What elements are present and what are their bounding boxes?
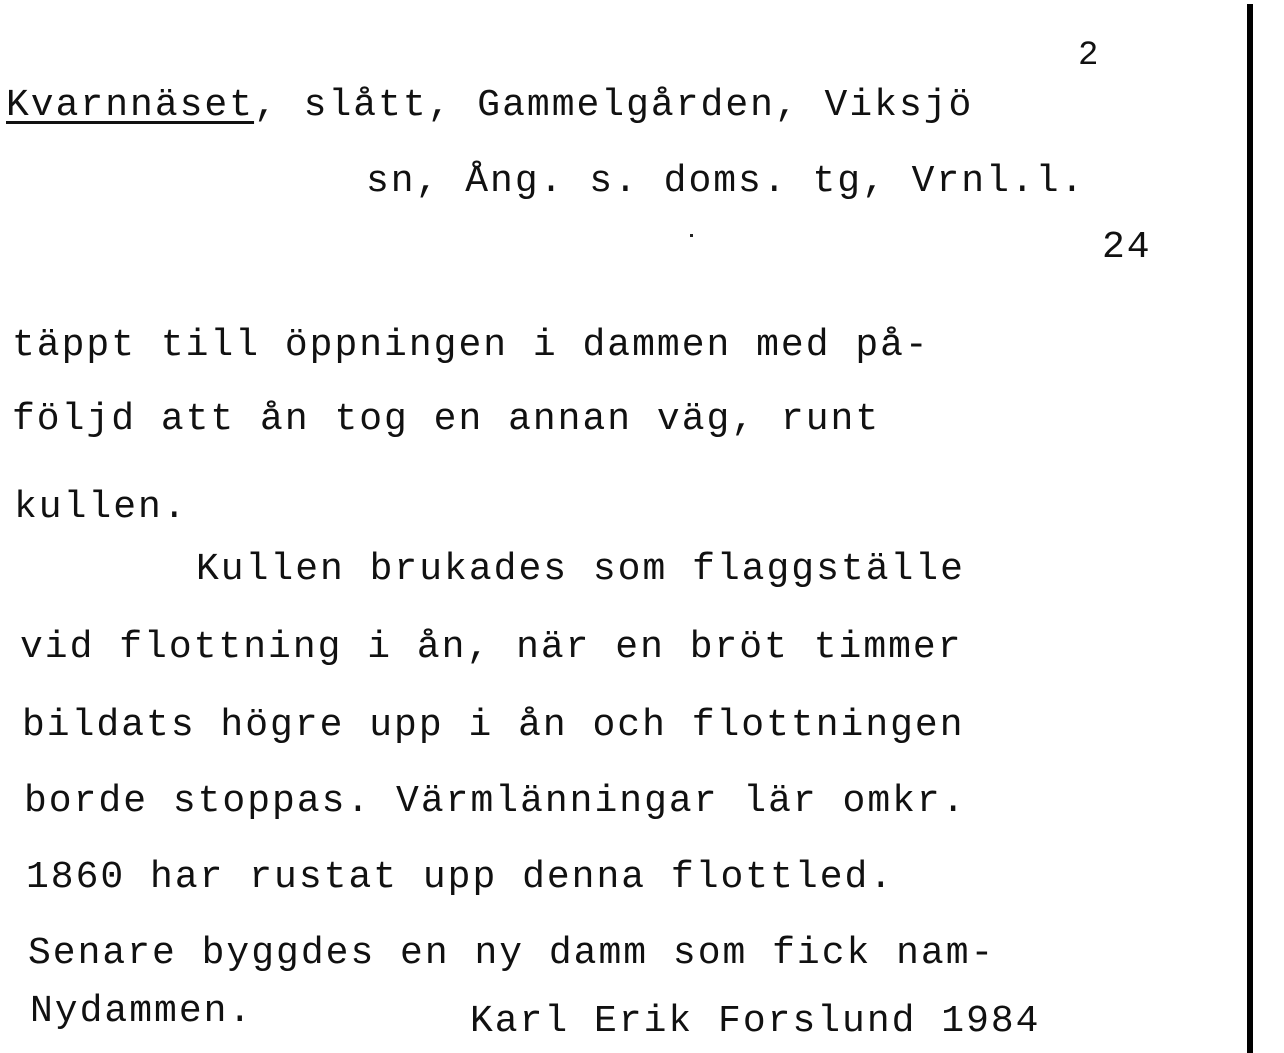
body-line-3: kullen. bbox=[14, 486, 188, 529]
body-line-6: bildats högre upp i ån och flottningen bbox=[22, 704, 965, 747]
card-edge-line bbox=[1247, 4, 1253, 1053]
body-line-1: täppt till öppningen i dammen med på- bbox=[12, 324, 930, 367]
body-line-9: Senare byggdes en ny damm som fick nam- bbox=[28, 932, 996, 975]
heading-line-3: 24 bbox=[1102, 226, 1152, 269]
body-line-2: följd att ån tog en annan väg, runt bbox=[12, 398, 881, 441]
heading-line-2: sn, Ång. s. doms. tg, Vrnl.l. bbox=[366, 160, 1086, 203]
location-name: Kvarnnäset bbox=[6, 84, 255, 127]
body-line-4: Kullen brukades som flaggställe bbox=[196, 548, 965, 591]
body-line-7: borde stoppas. Värmlänningar lär omkr. bbox=[24, 780, 967, 823]
ink-speck bbox=[690, 234, 693, 237]
body-line-8: 1860 har rustat upp denna flottled. bbox=[26, 856, 895, 899]
page-number: 2 bbox=[1078, 37, 1101, 75]
heading-details: , slått, Gammelgården, Viksjö bbox=[254, 84, 974, 127]
body-line-5: vid flottning i ån, när en bröt timmer bbox=[20, 626, 963, 669]
heading-line-1 bbox=[6, 84, 973, 128]
body-line-10: Nydammen. bbox=[30, 990, 254, 1033]
signature: Karl Erik Forslund 1984 bbox=[470, 1000, 1041, 1043]
